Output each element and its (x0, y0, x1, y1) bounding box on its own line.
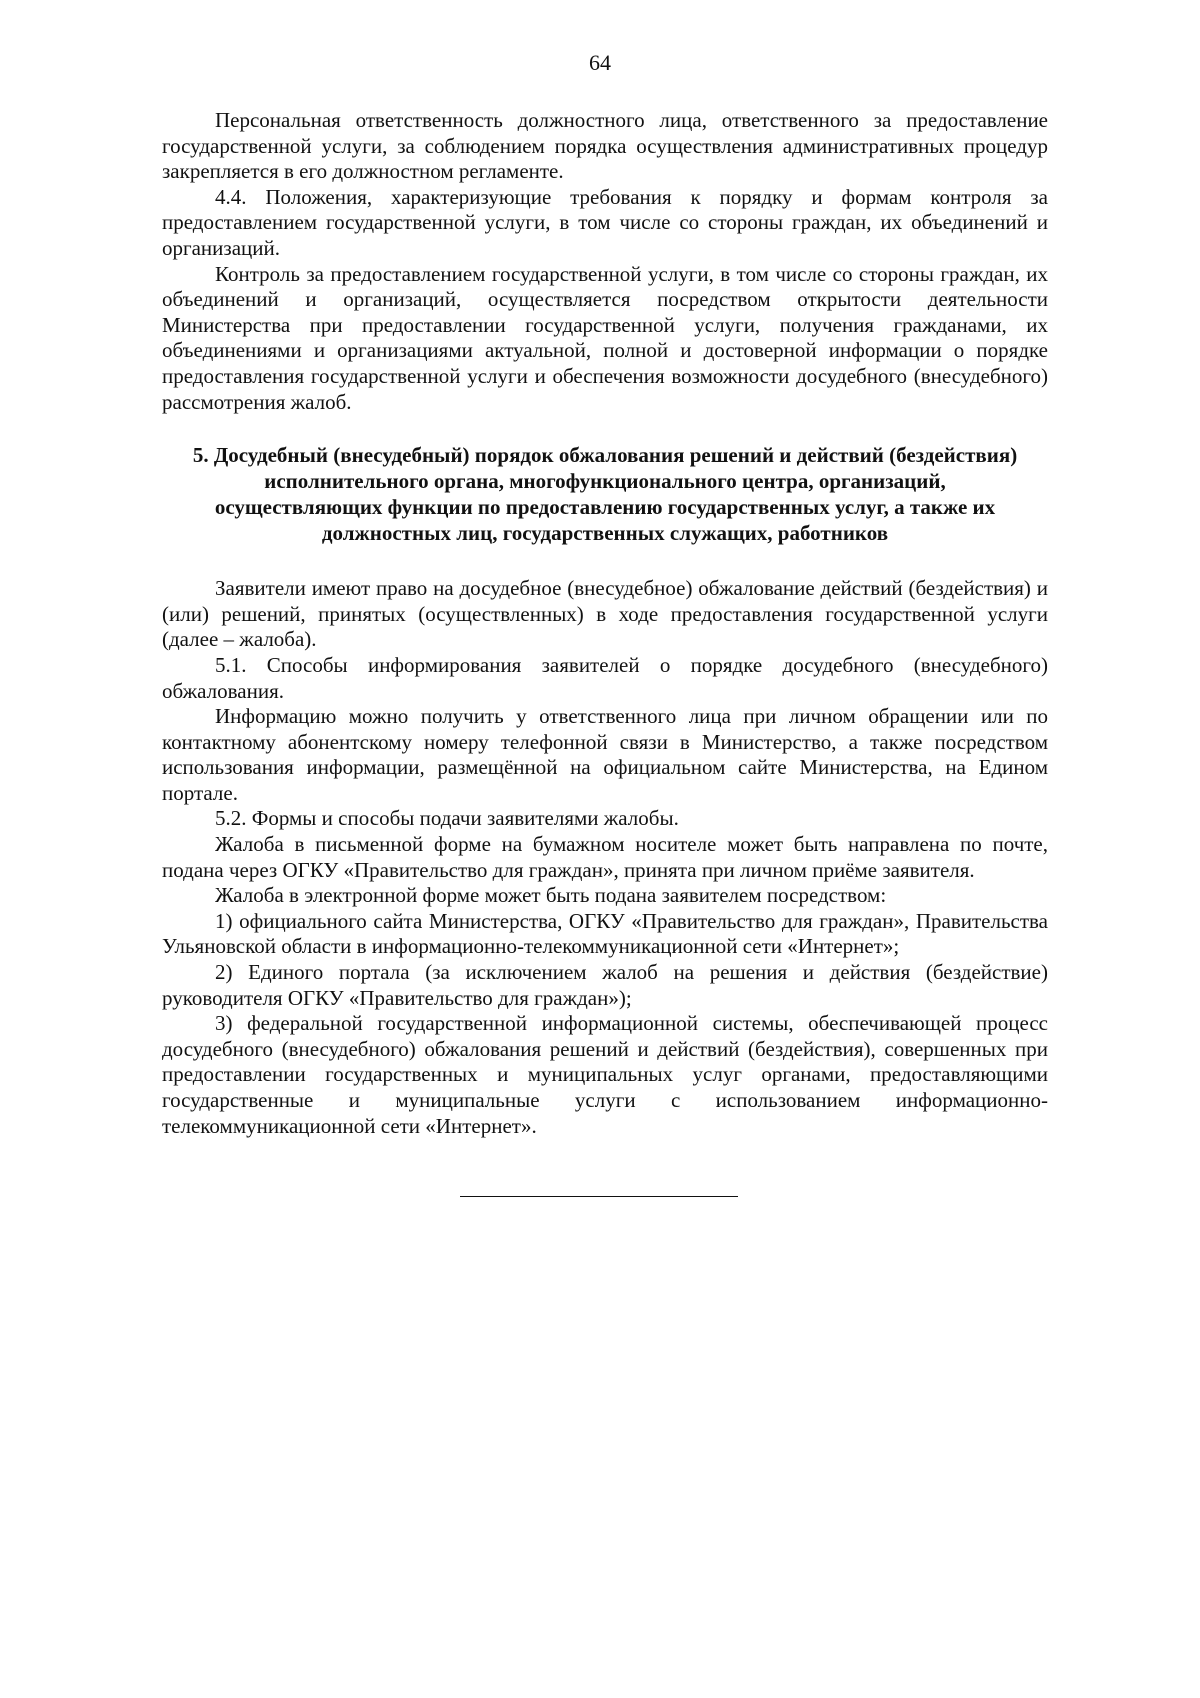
paragraph-electronic-complaint: Жалоба в электронной форме может быть подана заявителем посредством: (215, 883, 887, 908)
list-item-federal-system: 3) федеральной государственной информационной системы, обеспечивающей процесс досудебного (внесудебного) обжалования решений и действий (бездействия), совершенных при предоставлении государственных и муниципальных услуг органами, предоставляющими государственные и муниципальные услуги с использованием информационно-телекоммуникационной сети «Интернет». (162, 1011, 1048, 1138)
paragraph-5-1-informing-methods: 5.1. Способы информирования заявителей о порядке досудебного (внесудебного) обжалования. (162, 652, 1048, 703)
paragraph-control-by-citizens: Контроль за предоставлением государственной услуги, в том числе со стороны граждан, их объединений и организаций, осуществляется посредством открытости деятельности Министерства при предоставлении государственной услуги, получения гражданами, их объединениями и организациями актуальной, полной и достоверной информации о порядке предоставления государственной услуги и обеспечения возможности досудебного (внесудебного) рассмотрения жалоб. (162, 261, 1048, 414)
section-heading-line: осуществляющих функции по предоставлению государственных услуг, а также их (214, 495, 996, 520)
end-of-document-rule (460, 1196, 738, 1197)
section-5-heading (162, 442, 1048, 546)
paragraph-applicants-right: Заявители имеют право на досудебное (внесудебное) обжалование действий (бездействия) и (или) решений, принятых (осуществленных) в ходе предоставления государственной услуги (далее – жалоба). (162, 576, 1048, 652)
page-number: 64 (589, 50, 611, 75)
list-item-unified-portal: 2) Единого портала (за исключением жалоб на решения и действия (бездействие) руководителя ОГКУ «Правительство для граждан»); (162, 960, 1048, 1010)
paragraph-personal-responsibility: Персональная ответственность должностного лица, ответственного за предоставление государственной услуги, за соблюдением порядка осуществления административных процедур закрепляется в его должностном регламенте. (162, 108, 1048, 184)
section-heading-line: исполнительного органа, многофункционального центра, организаций, (264, 469, 946, 494)
list-item-official-site: 1) официального сайта Министерства, ОГКУ «Правительство для граждан», Правительства Ульяновской области в информационно-телекоммуникационной сети «Интернет»; (162, 908, 1048, 959)
section-heading-line: должностных лиц, государственных служащих, работников (321, 521, 889, 546)
paragraph-information-sources: Информацию можно получить у ответственного лица при личном обращении или по контактному абонентскому номеру телефонной связи в Министерство, а также посредством использования информации, размещённой на официальном сайте Министерства, на Едином портале. (162, 704, 1048, 805)
paragraph-5-2-complaint-forms: 5.2. Формы и способы подачи заявителями жалобы. (215, 806, 679, 831)
paragraph-written-complaint: Жалоба в письменной форме на бумажном носителе может быть направлена по почте, подана через ОГКУ «Правительство для граждан», принята при личном приёме заявителя. (162, 832, 1048, 882)
paragraph-4-4-control-requirements: 4.4. Положения, характеризующие требования к порядку и формам контроля за предоставлением государственной услуги, в том числе со стороны граждан, их объединений и организаций. (162, 184, 1048, 260)
page-body (162, 108, 1048, 1139)
section-heading-line: 5. Досудебный (внесудебный) порядок обжалования решений и действий (бездействия) (192, 443, 1018, 468)
